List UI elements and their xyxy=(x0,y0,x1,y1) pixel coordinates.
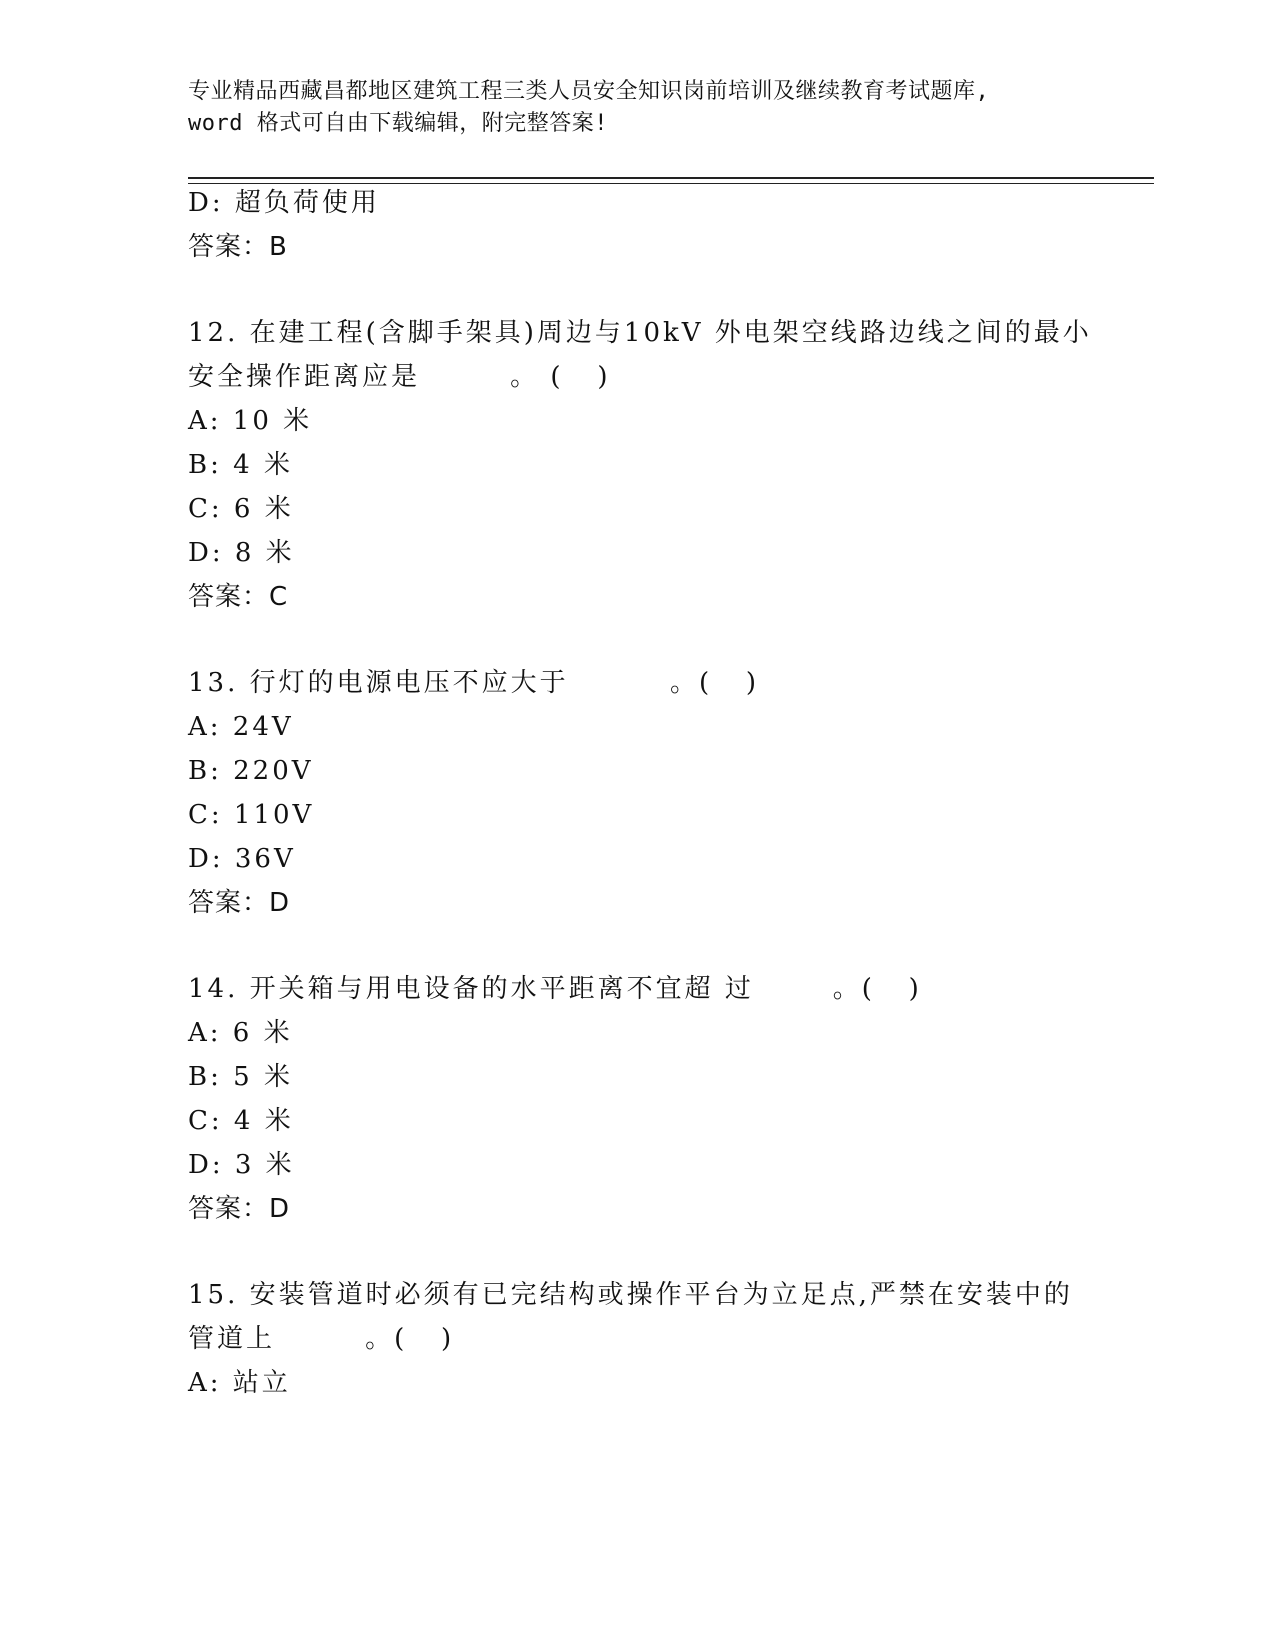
q14-option-a: A: 6 米 xyxy=(188,1018,293,1048)
q13-option-a: A: 24V xyxy=(188,712,294,742)
header-title-line2: word 格式可自由下载编辑，附完整答案! xyxy=(188,111,608,136)
header-title-line1: 专业精品西藏昌都地区建筑工程三类人员安全知识岗前培训及继续教育考试题库, xyxy=(188,79,990,104)
header-divider-thin xyxy=(188,183,1154,184)
q12-option-c: C: 6 米 xyxy=(188,494,294,524)
q12-stem-line2: 安全操作距离应是 。 ( ) xyxy=(188,362,611,392)
q12-option-d: D: 8 米 xyxy=(188,538,295,568)
q13-option-b: B: 220V xyxy=(188,756,314,786)
q12-stem-line1: 12. 在建工程(含脚手架具)周边与10kV 外电架空线路边线之间的最小 xyxy=(188,318,1092,348)
q12-option-b: B: 4 米 xyxy=(188,450,293,480)
q15-option-a: A: 站立 xyxy=(188,1368,291,1398)
document-header xyxy=(188,76,1088,140)
q11-answer: 答案：B xyxy=(188,232,288,262)
q13-option-c: C: 110V xyxy=(188,800,315,830)
q14-option-d: D: 3 米 xyxy=(188,1150,295,1180)
q15-stem-line2: 管道上 。( ) xyxy=(188,1324,455,1354)
q15-stem-line1: 15. 安装管道时必须有已完结构或操作平台为立足点,严禁在安装中的 xyxy=(188,1280,1073,1310)
q12-answer: 答案：C xyxy=(188,582,289,612)
q13-stem: 13. 行灯的电源电压不应大于 。( ) xyxy=(188,668,760,698)
q13-answer: 答案：D xyxy=(188,888,291,918)
q14-stem: 14. 开关箱与用电设备的水平距离不宜超 过 。( ) xyxy=(188,974,922,1004)
q13-option-d: D: 36V xyxy=(188,844,296,874)
q11-option-d: D: 超负荷使用 xyxy=(188,188,380,218)
q14-option-c: C: 4 米 xyxy=(188,1106,294,1136)
header-divider-thick xyxy=(188,177,1154,179)
q14-answer: 答案：D xyxy=(188,1194,291,1224)
q14-option-b: B: 5 米 xyxy=(188,1062,293,1092)
q12-option-a: A: 10 米 xyxy=(188,406,313,436)
